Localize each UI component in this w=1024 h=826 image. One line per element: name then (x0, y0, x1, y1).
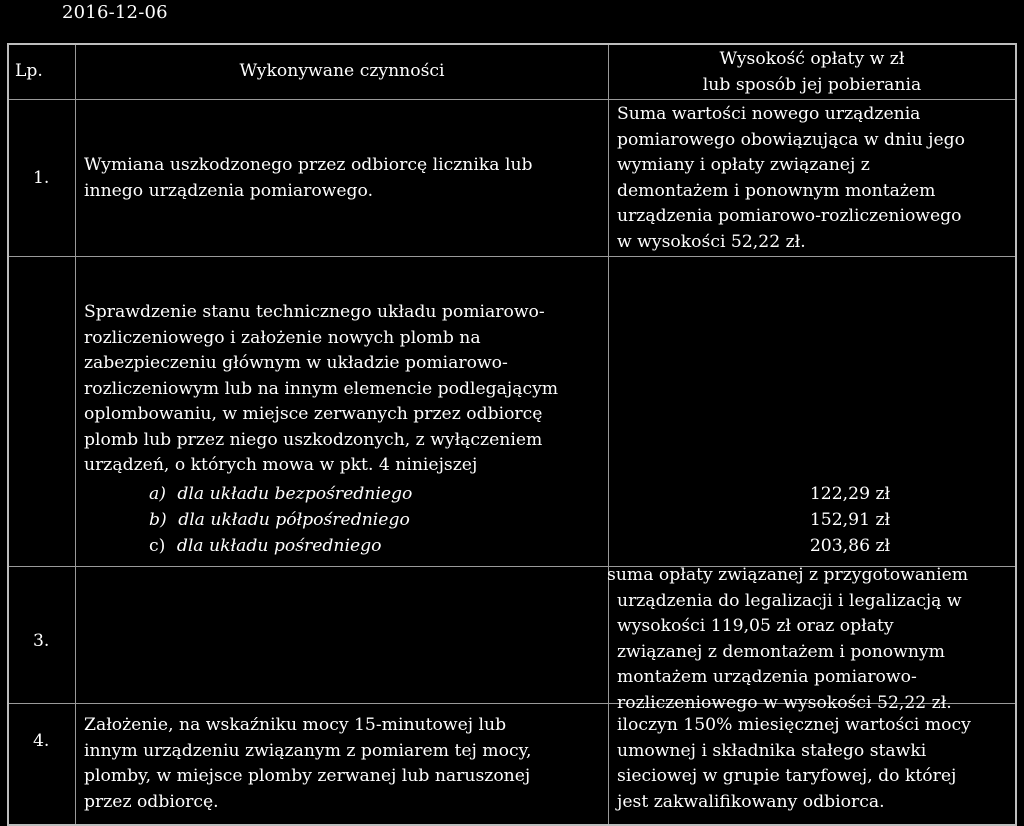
text-line: pomiarowego obowiązująca w dniu jego (617, 129, 965, 150)
row-2-option-b (149, 508, 410, 534)
text-line: rozliczeniowego w wysokości 52,22 zł. (617, 692, 952, 713)
row-2-activity (84, 300, 558, 479)
fee-table (7, 43, 1017, 826)
text-line: plomb lub przez niego uszkodzonych, z wyłączeniem (84, 429, 543, 450)
row-divider (9, 256, 1015, 257)
text-line: suma opłaty związanej z przygotowaniem (607, 565, 969, 585)
header-fee-line1: Wysokość opłaty w zł (719, 49, 905, 69)
option-text: dla układu bezpośredniego (177, 484, 413, 504)
option-text: dla układu półpośredniego (178, 510, 410, 530)
text-line: zabezpieczeniu głównym w układzie pomiarowo- (84, 353, 508, 373)
row-2-option-a (149, 482, 412, 508)
text-line: związanej z demontażem i ponownym (617, 641, 945, 662)
text-line: przez odbiorcę. (84, 791, 219, 812)
text-line: iloczyn 150% miesięcznej wartości mocy (617, 715, 971, 735)
option-label: a) (149, 484, 166, 504)
row-1-lp: 1. (33, 168, 50, 188)
text-line: Wymiana uszkodzonego przez odbiorcę licznika lub (84, 155, 533, 175)
row-2-fee-c: 203,86 zł (809, 536, 891, 556)
option-text: dla układu pośredniego (176, 536, 382, 556)
text-line: Suma wartości nowego urządzenia (617, 104, 921, 124)
row-4-lp: 4. (33, 731, 50, 751)
header-fee-line2: lub sposób jej pobierania (702, 74, 922, 95)
text-line: plomby, w miejsce plomby zerwanej lub naruszonej (84, 766, 531, 786)
text-line: sieciowej w grupie taryfowej, do której (617, 766, 957, 786)
text-line: urządzeń, o których mowa w pkt. 4 niniejszej (84, 455, 478, 475)
row-1-activity (84, 153, 533, 204)
text-line: demontażem i ponownym montażem (617, 180, 936, 201)
column-divider (75, 45, 76, 824)
text-line: umownej i składnika stałego stawki (617, 740, 927, 761)
option-label: b) (149, 510, 167, 530)
text-line: Sprawdzenie stanu technicznego układu pomiarowo- (84, 302, 545, 322)
row-2-fee-a: 122,29 zł (809, 484, 891, 504)
header-fee (609, 47, 1015, 98)
row-2-fee-b: 152,91 zł (809, 510, 891, 530)
text-line: montażem urządzenia pomiarowo- (617, 667, 917, 687)
text-line: oplombowaniu, w miejsce zerwanych przez odbiorcę (84, 404, 543, 424)
row-3-fee (607, 563, 968, 716)
row-3-lp: 3. (33, 631, 50, 651)
row-divider (9, 99, 1015, 100)
text-line: Założenie, na wskaźniku mocy 15-minutowej lub (84, 715, 507, 735)
row-4-fee (617, 713, 971, 815)
row-1-fee (617, 102, 965, 255)
text-line: urządzenia pomiarowo-rozliczeniowego (617, 206, 962, 226)
option-label: c) (149, 536, 166, 556)
document-date: 2016-12-06 (62, 2, 168, 23)
text-line: rozliczeniowego i założenie nowych plomb na (84, 327, 481, 348)
row-2-option-c (149, 534, 382, 560)
text-line: urządzenia do legalizacji i legalizacją w (617, 590, 962, 611)
row-4-activity (84, 713, 531, 815)
text-line: wymiany i opłaty związanej z (617, 155, 870, 175)
text-line: innego urządzenia pomiarowego. (84, 180, 374, 201)
text-line: w wysokości 52,22 zł. (617, 231, 806, 252)
header-lp: Lp. (15, 61, 43, 81)
text-line: jest zakwalifikowany odbiorca. (617, 791, 885, 812)
text-line: innym urządzeniu związanym z pomiarem tej mocy, (84, 740, 532, 761)
text-line: rozliczeniowym lub na innym elemencie podlegającym (84, 378, 559, 399)
header-activities: Wykonywane czynności (239, 61, 445, 81)
text-line: wysokości 119,05 zł oraz opłaty (617, 616, 894, 636)
